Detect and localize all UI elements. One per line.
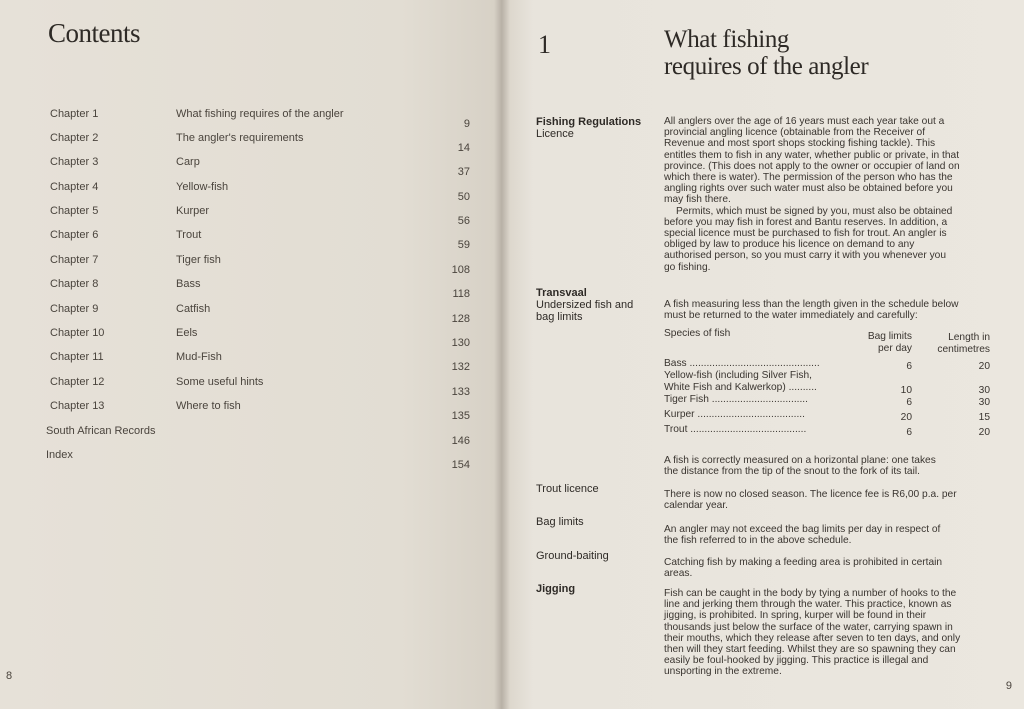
species-cell: Tiger Fish .................................. xyxy=(664,394,808,405)
licence-line: All anglers over the age of 16 years must each year take out a xyxy=(664,116,945,127)
toc-page-number: 130 xyxy=(451,337,470,349)
permits-line: go fishing. xyxy=(664,261,711,273)
heading-undersized-fish: Undersized fish and xyxy=(536,299,634,311)
toc-chapter-title: Catfish xyxy=(176,303,211,315)
toc-chapter-title: Carp xyxy=(176,156,200,168)
toc-chapter-label: Chapter 6 xyxy=(50,229,99,241)
toc-chapter-title: Eels xyxy=(176,327,198,339)
heading-fishing-regulations-text: Fishing Regulations xyxy=(536,116,642,128)
trout-licence-line-2: calendar year. xyxy=(664,500,728,512)
bag-limit-cell: 20 xyxy=(900,412,912,423)
toc-chapter-title: Mud-Fish xyxy=(176,351,222,363)
heading-trout-licence: Trout licence xyxy=(536,483,599,495)
toc-page-number: 133 xyxy=(451,386,470,398)
ground-baiting-line-2: areas. xyxy=(664,568,693,580)
ground-baiting-line-1: Catching fish by making a feeding area is prohibited in certain xyxy=(664,557,943,568)
heading-fishing-regulations xyxy=(536,116,656,140)
toc-page-number: 132 xyxy=(451,361,470,373)
jigging-line: easily be foul-hooked by jigging. This practice is illegal and xyxy=(664,655,929,667)
col-species-header: Species of fish xyxy=(664,328,731,339)
permits-line: before you may fish in forest and Bantu reserves. In addition, a xyxy=(664,216,948,228)
length-cell: 30 xyxy=(978,385,990,396)
table-row xyxy=(664,358,990,370)
col-bag-header-2: per day xyxy=(878,343,912,354)
toc-chapter-label: Chapter 10 xyxy=(50,327,105,339)
table-row xyxy=(664,370,990,382)
toc-page-number: 14 xyxy=(457,142,470,154)
table-header-row-1 xyxy=(664,328,990,343)
toc-chapter-title: Tiger fish xyxy=(176,254,221,266)
jigging-line: Fish can be caught in the body by tying a number of hooks to the xyxy=(664,588,957,599)
left-page-number: 8 xyxy=(6,670,13,682)
toc-chapter-title: Yellow-fish xyxy=(176,181,229,193)
schedule-table xyxy=(664,328,990,438)
permits-line: authorised person, so you must carry it with you whenever you xyxy=(664,250,946,262)
toc-chapter-title: The angler's requirements xyxy=(176,132,304,144)
chapter-title xyxy=(664,26,868,80)
ground-baiting-text xyxy=(664,557,988,579)
toc-chapter-label: Chapter 2 xyxy=(50,132,99,144)
heading-licence: Licence xyxy=(536,128,574,140)
species-cell: White Fish and Kalwerkop) .......... xyxy=(664,382,817,393)
toc-chapter-title: Where to fish xyxy=(176,400,241,412)
left-page xyxy=(0,0,502,709)
right-page xyxy=(502,0,1024,709)
permits-line: obliged by law to produce his licence on demand to any xyxy=(664,239,915,251)
permits-line: Permits, which must be signed by you, must also be obtained xyxy=(676,205,953,217)
licence-line: angling rights over such water must also be obtained before you xyxy=(664,183,953,195)
bag-limit-cell: 10 xyxy=(900,385,912,396)
table-row xyxy=(664,382,990,394)
jigging-line: thousands just below the surface of the water, carrying spawn in xyxy=(664,621,953,633)
toc-chapter-label: Index xyxy=(46,449,73,461)
jigging-text xyxy=(664,588,988,678)
bag-limit-cell: 6 xyxy=(906,397,912,408)
bag-limits-line-2: the fish referred to in the above schedule. xyxy=(664,535,852,547)
jigging-line: unsporting in the extreme. xyxy=(664,666,782,678)
table-row xyxy=(664,409,990,424)
toc-page-number: 56 xyxy=(457,215,470,227)
toc-page-number: 108 xyxy=(451,264,470,276)
toc-chapter-title: Bass xyxy=(176,278,201,290)
jigging-line: their mouths, which they release after seven to ten days, and only xyxy=(664,632,961,644)
chapter-title-line-2: requires of the angler xyxy=(664,53,869,80)
licence-line: Revenue and most sport shops stocking fishing tackle). This xyxy=(664,138,936,150)
toc-chapter-label: Chapter 7 xyxy=(50,254,99,266)
transvaal-intro-line-2: must be returned to the water immediately and carefully: xyxy=(664,310,918,322)
length-cell: 20 xyxy=(978,361,990,372)
toc-page-number: 146 xyxy=(451,435,470,447)
toc-page-number: 50 xyxy=(457,191,470,203)
toc-chapter-label: Chapter 13 xyxy=(50,400,105,412)
contents-title: Contents xyxy=(48,18,141,48)
toc-chapter-title: Trout xyxy=(176,229,202,241)
permits-line: special licence must be purchased to fish for trout. An angler is xyxy=(664,228,947,240)
toc-chapter-label: Chapter 11 xyxy=(50,351,104,363)
length-cell: 15 xyxy=(978,412,990,423)
trout-licence-text xyxy=(664,489,988,511)
measurement-note xyxy=(664,455,988,477)
toc-chapter-label: Chapter 8 xyxy=(50,278,99,290)
species-cell: Bass .............................................. xyxy=(664,358,820,369)
heading-bag-limits: Bag limits xyxy=(536,516,584,528)
bag-limits-text xyxy=(664,524,988,546)
species-cell: Trout ......................................... xyxy=(664,424,807,435)
col-bag-header-1: Bag limits xyxy=(867,331,912,342)
table-header-row-2 xyxy=(664,340,990,355)
bag-limits-line-1: An angler may not exceed the bag limits per day in respect of xyxy=(664,524,941,535)
measurement-note-line-2: the distance from the tip of the snout to the fork of its tail. xyxy=(664,466,920,478)
heading-ground-baiting: Ground-baiting xyxy=(536,550,609,562)
licence-line: which there is water). The permission of the person who has the xyxy=(664,172,953,184)
length-cell: 20 xyxy=(978,427,990,438)
licence-line: entitles them to fish in any water, whether public or private, in that xyxy=(664,149,960,161)
heading-jigging-text: Jigging xyxy=(536,583,576,595)
heading-transvaal xyxy=(536,287,656,323)
licence-text xyxy=(664,116,988,273)
table-row xyxy=(664,394,990,409)
toc-page-number: 154 xyxy=(451,459,470,471)
jigging-line: line and jerking them through the water. This practice, known as xyxy=(664,599,952,611)
species-cell: Kurper ...................................... xyxy=(664,409,805,420)
jigging-line: then will they start feeding. Whilst they are so spawning they can xyxy=(664,644,956,656)
licence-line: provincial angling licence (obtainable from the Receiver of xyxy=(664,127,926,139)
book-gutter xyxy=(494,0,510,709)
bag-limit-cell: 6 xyxy=(906,361,912,372)
species-cell: Yellow-fish (including Silver Fish, xyxy=(664,370,812,381)
toc-chapter-label: Chapter 4 xyxy=(50,181,99,193)
toc-chapter-title: What fishing requires of the angler xyxy=(176,108,344,120)
trout-licence-line-1: There is now no closed season. The licence fee is R6,00 p.a. per xyxy=(664,489,957,500)
toc-chapter-title: Some useful hints xyxy=(176,376,264,388)
toc-chapter-label: Chapter 5 xyxy=(50,205,99,217)
table-of-contents xyxy=(0,0,502,709)
heading-transvaal-text: Transvaal xyxy=(536,287,587,299)
col-length-header-2: centimetres xyxy=(937,344,990,355)
table-row xyxy=(664,424,990,438)
col-length-header-1: Length in xyxy=(948,332,990,343)
toc-page-number: 37 xyxy=(457,166,470,178)
toc-chapter-title: Kurper xyxy=(176,205,210,217)
toc-page-number: 135 xyxy=(451,410,470,422)
toc-chapter-label: Chapter 9 xyxy=(50,303,99,315)
toc-page-number: 59 xyxy=(457,239,470,251)
heading-bag-limits-sub: bag limits xyxy=(536,311,583,323)
toc-chapter-label: Chapter 12 xyxy=(50,376,105,388)
jigging-line: jigging, is prohibited. In spring, kurper will be found in their xyxy=(664,610,927,622)
toc-chapter-label: South African Records xyxy=(46,425,156,437)
toc-page-number: 9 xyxy=(463,118,470,130)
heading-jigging xyxy=(536,583,656,595)
toc-chapter-label: Chapter 3 xyxy=(50,156,99,168)
licence-line: may fish there. xyxy=(664,194,731,206)
chapter-number: 1 xyxy=(538,30,551,59)
licence-line: province. (This does not apply to the owner or occupier of land on xyxy=(664,160,960,172)
right-page-number: 9 xyxy=(1005,680,1012,692)
measurement-note-line-1: A fish is correctly measured on a horizontal plane: one takes xyxy=(664,455,936,466)
toc-page-number: 118 xyxy=(452,288,470,300)
transvaal-intro-line-1: A fish measuring less than the length given in the schedule below xyxy=(664,299,959,310)
toc-page-number: 128 xyxy=(451,313,470,325)
chapter-title-line-1: What fishing xyxy=(664,26,790,53)
transvaal-intro xyxy=(664,299,988,321)
length-cell: 30 xyxy=(978,397,990,408)
toc-chapter-label: Chapter 1 xyxy=(50,108,99,120)
bag-limit-cell: 6 xyxy=(906,427,912,438)
